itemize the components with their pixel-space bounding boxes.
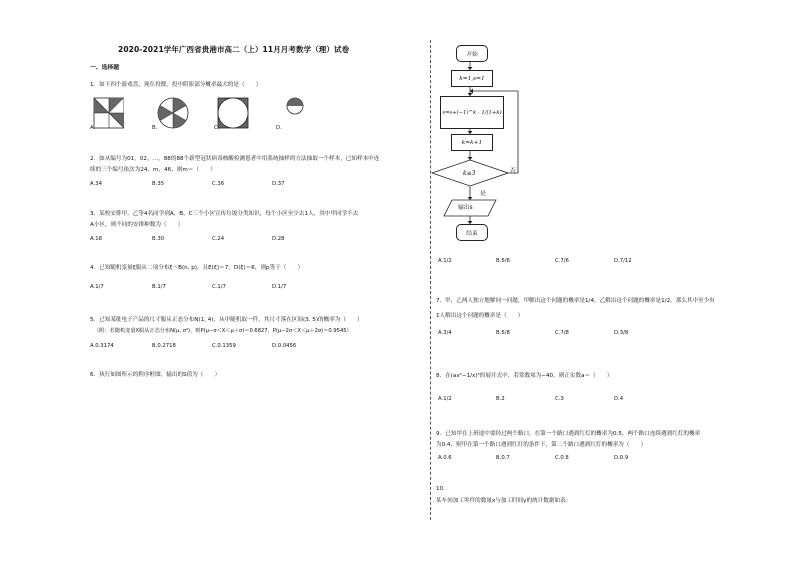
flowchart-body: s=s+(−1)^k · 1/(1+k) [440,96,504,129]
q8-option-c[interactable]: C.3 [555,396,564,402]
question-9-stem-line1: 9．已知甲在上班途中要经过两个路口，在第一个路口遇到红灯的概率为0.5，两个路口连续遇到红灯的概率 [436,431,701,437]
q1-option-a-label: A. [90,125,96,131]
q5-option-a[interactable]: A.0.3174 [90,343,114,349]
question-6-stem: 6．执行如图所示的程序框图，输出的S值为（ ） [90,372,221,378]
q3-option-a[interactable]: A.18 [90,236,102,242]
flowchart-yes-label: 是 [480,191,486,197]
q7-option-a[interactable]: A.3/4 [438,330,452,336]
question-7-stem-line2: 1人解出这个问题的概率是（ ） [436,313,524,319]
q1-option-c[interactable] [216,96,250,134]
q5-option-b[interactable]: B.0.2718 [152,343,176,349]
q1-option-d-label: D. [276,125,282,131]
game-board-d-icon [280,96,310,116]
q1-option-c-label: C. [214,125,220,131]
flowchart-output: 输出s [458,205,473,211]
q2-option-a[interactable]: A.34 [90,181,102,187]
q4-option-b[interactable]: B.1/7 [152,284,166,290]
question-4-stem: 4．已知随机变量ξ服从二项分布ξ～B(n, p)，且E(ξ)＝7，D(ξ)＝6，则p等于（ ） [90,265,304,271]
q9-option-a[interactable]: A.0.6 [438,455,452,461]
q3-option-d[interactable]: D.28 [272,236,285,242]
q2-option-b[interactable]: B.35 [152,181,165,187]
q3-option-c[interactable]: C.24 [212,236,225,242]
q5-option-c[interactable]: C.0.1359 [212,343,236,349]
question-8-stem: 8．在(ax²−1/x)⁵的展开式中，若常数项为−40，则正实数a＝（ ） [436,373,613,379]
q3-option-b[interactable]: B.30 [152,236,165,242]
flowchart-increment: k=k+1 [451,134,493,151]
section-heading: 一、选择题 [90,65,119,71]
q6-option-a[interactable]: A.1/2 [438,258,452,264]
q4-option-a[interactable]: A.1/7 [90,284,104,290]
q5-option-d[interactable]: D.0.0456 [272,343,297,349]
q8-option-b[interactable]: B.2 [496,396,505,402]
flowchart-end: 结束 [456,224,488,241]
q9-option-b[interactable]: B.0.7 [496,455,510,461]
question-1-stem: 1．如下四个游戏盘，现在投镖，投中阴影部分概率最大的是（ ） [90,82,262,88]
question-3-stem-line2: A小区，则不同的安排种数为（ ） [90,222,184,228]
flowchart-start: 开始 [456,45,488,62]
q4-option-d[interactable]: D.1/7 [272,284,287,290]
question-5-stem-line1: 5．已知某批电子产品的尺寸服从正态分布N(1, 4)，从中随机取一件，其尺寸落在区间(3, 5)的概率为（ ） [90,317,363,323]
question-2-stem-line1: 2．如从编号为01，02，…，88的88个新型冠状病毒核酸检测患者中用系统抽样的方法抽取一个样本，已知样本中连 [90,156,380,162]
game-board-c-icon [216,96,250,130]
flowchart-init: k=1,s=1 [451,70,493,87]
question-9-stem-line2: 为0.4，则甲在第一个路口遇到红灯的条件下，第二个路口遇到红灯的概率为（ ） [436,442,647,448]
q7-option-d[interactable]: D.3/8 [614,330,629,336]
q1-option-b-label: B. [152,125,158,131]
q2-option-c[interactable]: C.36 [212,181,225,187]
question-10-number: 10． [436,486,449,492]
q9-option-c[interactable]: C.0.8 [555,455,569,461]
question-2-stem-line2: 续的三个编号依次为24，m，46，则m＝（ ） [90,167,216,173]
question-10-stem: 某车间加工零件的数量x与加工时间y的统计数据如表： [436,498,572,504]
question-7-stem-line1: 7．甲，乙两人独立地解同一问题，甲解出这个问题的概率是1/4，乙解出这个问题的概率是1/2，那么其中至少有 [436,298,715,304]
page-title: 2020-2021学年广西省贵港市高二（上）11月月考数学（理）试卷 [118,45,350,54]
q6-option-b[interactable]: B.5/6 [496,258,510,264]
q6-option-c[interactable]: C.7/6 [555,258,569,264]
q8-option-d[interactable]: D.4 [614,396,624,402]
game-board-b-icon [156,96,190,130]
flowchart-condition: k≥3 [463,170,476,177]
q8-option-a[interactable]: A.1/2 [438,396,452,402]
q7-option-b[interactable]: B.5/8 [496,330,510,336]
question-3-stem-line1: 3．某校安排甲、乙等4名同学到A，B，C三个小区宣传垃圾分类知识，每个小区至少去1人，其中甲同学不去 [90,211,359,217]
q2-option-d[interactable]: D.37 [272,181,285,187]
question-5-stem-line2: （附：若随机变量X服从正态分布N(μ, σ²)，则P(μ−σ＜X＜μ＋σ)＝0.6827，P(μ−2σ＜X＜μ＋2σ)＝0.9545） [94,328,352,334]
q6-option-d[interactable]: D.7/12 [614,258,632,264]
q9-option-d[interactable]: D.0.9 [614,455,629,461]
q1-option-b[interactable] [156,96,190,134]
flowchart-no-label: 否 [510,168,516,174]
q4-option-c[interactable]: C.1/7 [212,284,226,290]
q7-option-c[interactable]: C.7/8 [555,330,569,336]
q1-option-d[interactable] [280,96,310,120]
